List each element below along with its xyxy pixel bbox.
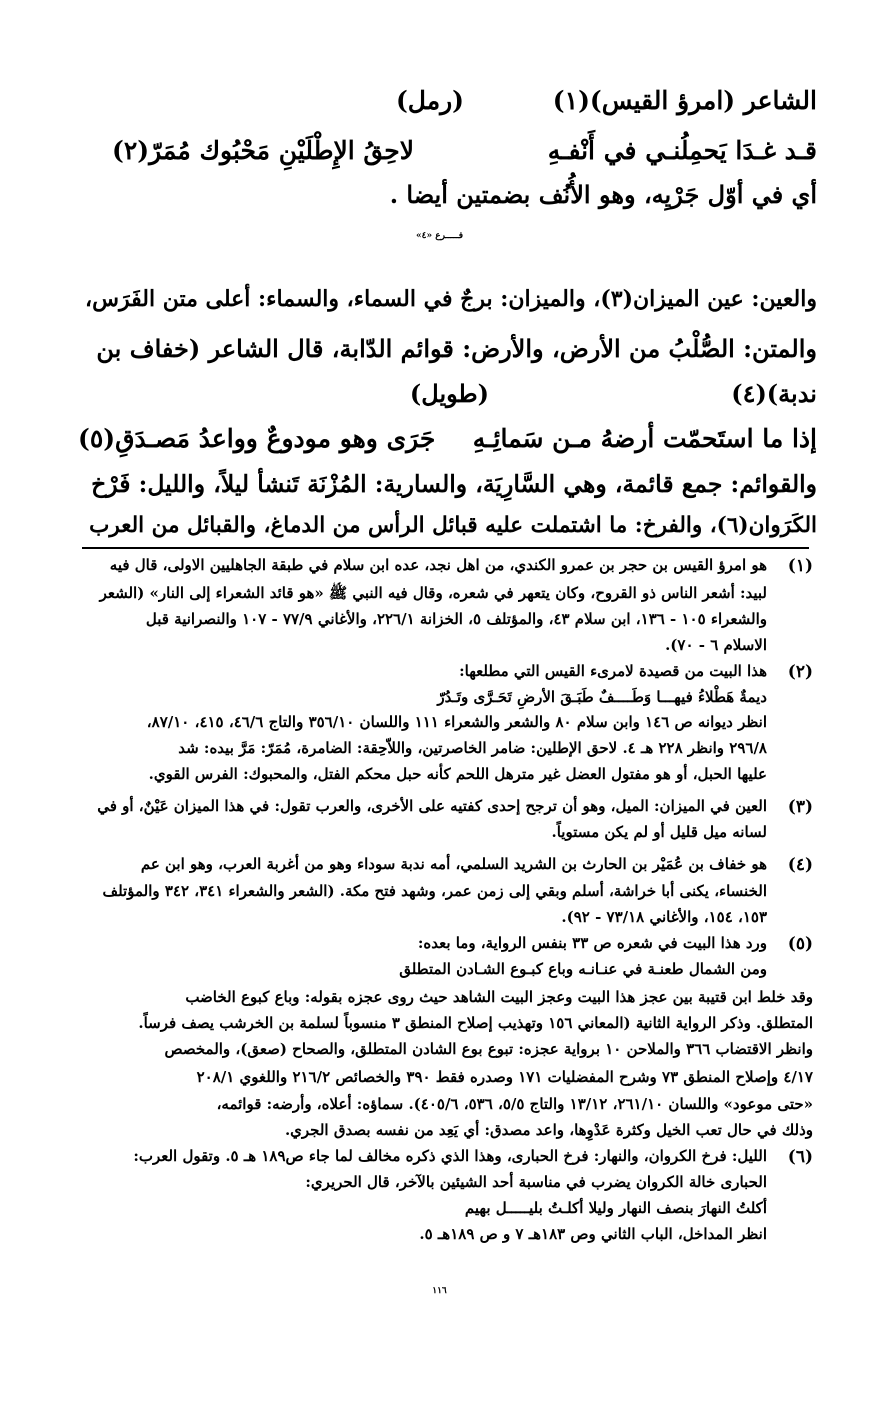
footnote-number: (٣) — [787, 797, 813, 817]
footnote-number: (١) — [787, 556, 813, 576]
footnote-number: (٦) — [787, 1147, 813, 1167]
meter2-label: (طويل) — [409, 379, 489, 408]
footnote-verse: ومن الشمال طعنـة في عنـانـه وباع كبـوع الشـادن المتطلق — [399, 960, 767, 978]
poet-attribution — [553, 86, 817, 115]
footnote-verse: ديمةٌ هَطْلاءُ فيهـــا وَطَــــفٌ طَبَـقَ الأرضِ تَحَـرَّى وتَـدُرّ — [437, 688, 767, 706]
footnote-line: والشعراء ١٠٥ - ١٣٦، ابن سلام ٤٣، والمؤتلف ٥، الخزانة ٢٢٦/١، والأغاني ٧٧/٩ - ١٠٧ والنصرانية قبل — [145, 610, 767, 628]
verse1-second-hemistich: لاحِقُ الإِطْلَيْنِ مَحْبُوك مُمَرّ(٢) — [112, 136, 414, 165]
gloss-line: أي في أوّل جَرْيِه، وهو الأُنُف بضمتين أيضا . — [389, 180, 817, 209]
footnote-line: وانظر الاقتضاب ٣٦٦ والملاحن ١٠ برواية عجزه: تبوع بوع الشادن المتطلق، والصحاح (صعق)، والمخصص — [164, 1040, 813, 1058]
meter-label: (رمل) — [395, 86, 464, 115]
footnote-line: ١٥٣، ١٥٤، والأغاني ٧٣/١٨ - ٩٢). — [561, 908, 767, 926]
footnote-line: عليها الحبل، أو هو مفتول العضل غير مترهل اللحم كأنه حبل محكم الفتل، والمحبوك: الفرس القوي. — [148, 765, 767, 783]
para1-line: ندبة)(٤) — [731, 379, 817, 408]
footnote-line: الليل: فرخ الكروان، والنهار: فرخ الحبارى، وهذا الذي ذكره مخالف لما جاء ص١٨٩ هـ ٥. وتقول العرب: — [133, 1147, 767, 1165]
para1-line: والعين: عين الميزان(٣)، والميزان: برجٌ في السماء، والسماء: أعلى متن الفَرَس، — [85, 286, 817, 312]
para2-line: والقوائم: جمع قائمة، وهي السَّارِيَة، والسارية: المُزْنَة تَنشأ ليلاً، والليل: فَرْخ — [91, 470, 817, 498]
verse1-first-hemistich: قـد غـدَا يَحمِلُنـي في أَنْفـهِ — [547, 136, 817, 165]
footnote-line: «حتى موعود» واللسان ٢٦١/١٠، ١٣/١٢ والتاج ٥/٥، ٥٣٦، ٤٠٥/٦). سماؤه: أعلاه، وأرضه: قوائمه، — [216, 1095, 813, 1113]
footnote-line: وقد خلط ابن قتيبة بين عجز هذا البيت وعجز البيت الشاهد حيث روى عجزه بقوله: وباع كبوع الخاضب — [185, 988, 813, 1006]
poet-name: الشاعر (امرؤ القيس)(١) — [552, 86, 817, 115]
footnote-line: هو خفاف بن عُمَيْر بن الحارث بن الشريد السلمي، أمه ندبة سوداء وهو من أغربة العرب، وهو ابن عم — [140, 855, 767, 873]
footnote-line: لبيد: أشعر الناس ذو القروح، وكان يتعهر في شعره، وقال فيه النبي ﷺ «هو قائد الشعراء إلى النار» (الشعر — [99, 584, 767, 602]
footnote-number: (٤) — [787, 855, 813, 875]
footnote-line: انظر ديوانه ص ١٤٦ وابن سلام ٨٠ والشعر والشعراء ١١١ واللسان ٣٥٦/١٠ والتاج ٤٦/٦، ٤١٥، ٨٧/١٠، — [146, 713, 767, 731]
footnote-line: وذلك في حال تعب الخيل وكثرة عَدْوِها، واعد مصدق: أي يَعِد من نفسه بصدق الجري. — [284, 1121, 813, 1139]
footnote-line: ٤/١٧ وإصلاح المنطق ٧٣ وشرح المفضليات ١٧١ وصدره فقط ٣٩٠ والخصائص ٢١٦/٢ واللغوي ٢٠٨/١ — [196, 1068, 813, 1086]
footnote-number: (٢) — [787, 662, 813, 682]
para2-line: الكَرَوان(٦)، والفرخ: ما اشتملت عليه قبائل الرأس من الدماغ، والقبائل من العرب — [89, 513, 817, 538]
footnote-number: (٥) — [787, 934, 813, 954]
verse2-first-hemistich: إذا ما استَحمّت أرضهُ مـن سَمائِـهِ — [472, 424, 817, 453]
footnote-line: ٢٩٦/٨ وانظر ٢٢٨ هـ ٤. لاحق الإطلين: ضامر الخاصرتين، واللاّحِقة: الضامرة، مُمَرّ: مَرَّ بيده: شد — [178, 739, 767, 757]
verse2-second-hemistich: جَرَى وهو مودوعٌ وواعدُ مَصـدَقِ(٥) — [78, 424, 436, 453]
footnote-line: العين في الميزان: الميل، وهو أن ترجح إحدى كفتيه على الأخرى، والعرب تقول: في هذا الميزان عَيْنٌ، أو في — [97, 797, 767, 815]
footnote-divider — [82, 547, 809, 549]
footnote-line: هذا البيت من قصيدة لامرىء القيس التي مطلعها: — [459, 662, 767, 680]
footnote-line: الخنساء، يكنى أبا خراشة، أسلم وبقي إلى زمن عمر، وشهد فتح مكة. (الشعر والشعراء ٣٤١، ٣٤٢ والمؤتلف — [102, 882, 767, 900]
footnote-line: الاسلام ٦ - ٧٠). — [665, 636, 767, 654]
footnote-line: هو امرؤ القيس بن حجر بن عمرو الكندي، من اهل نجد، عده ابن سلام في طبقة الجاهليين الاولى، قال فيه — [109, 556, 767, 574]
footnote-verse: أكلتُ النهارَ بنصف النهار وليلا أكلـتُ بليـــــل بهيم — [464, 1199, 767, 1217]
para1-line: والمتن: الصُّلْبُ من الأرض، والأرض: قوائم الدّابة، قال الشاعر (خفاف بن — [96, 334, 817, 363]
footnote-line: المتطلق. وذكر الرواية الثانية (المعاني ١٥٦ وتهذيب إصلاح المنطق ٣ منسوباً لسلمة بن الخرشب يصف فرساً. — [138, 1014, 813, 1032]
footnote-line: لسانه ميل قليل أو لم يكن مستوياً. — [551, 823, 767, 841]
footnote-line: الحبارى خالة الكروان يضرب في مناسبة أحد الشيئين بالآخر، قال الحريري: — [305, 1173, 767, 1191]
page-number: ١١٦ — [432, 1286, 447, 1296]
section-heading: فـــــرع «٤» — [415, 231, 464, 241]
footnote-line: انظر المداخل، الباب الثاني وص ١٨٣هـ ٧ و ص ١٨٩هـ ٥. — [419, 1225, 767, 1243]
footnote-line: ورد هذا البيت في شعره ص ٣٣ بنفس الرواية، وما بعده: — [417, 934, 767, 952]
